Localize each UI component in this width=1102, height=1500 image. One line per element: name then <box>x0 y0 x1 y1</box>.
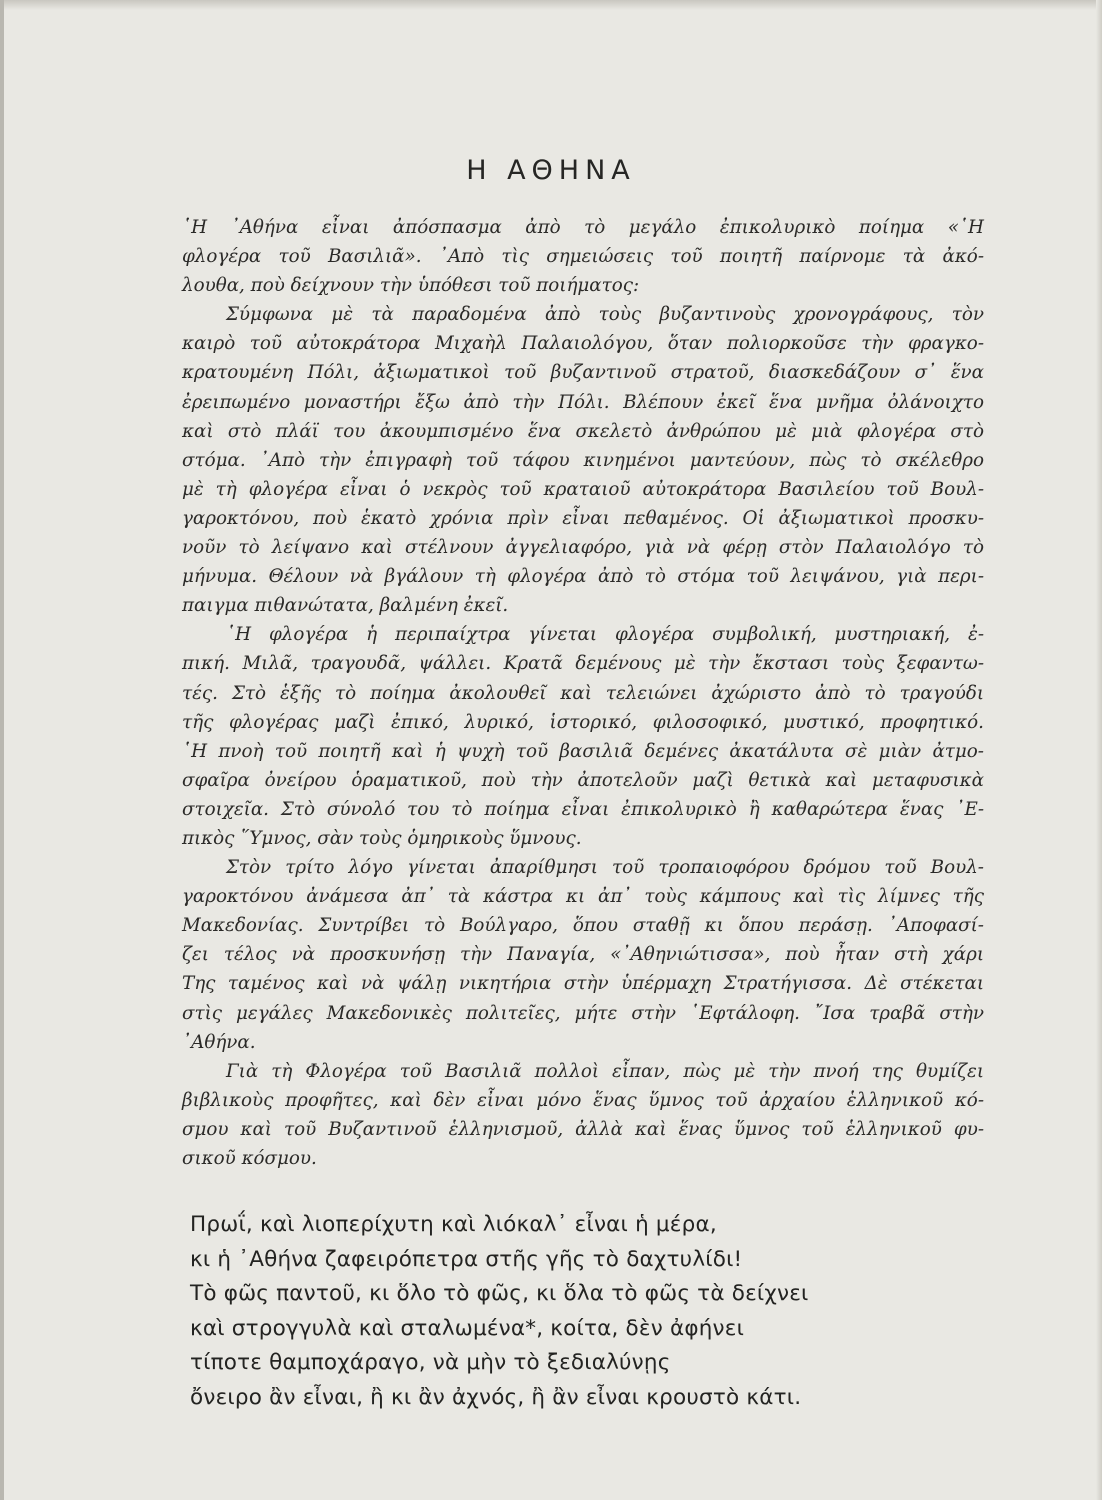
intro-line: ᾿Αθήνα. <box>182 1031 256 1053</box>
intro-line: γαροκτόνου, ποὺ ἑκατὸ χρόνια πρὶν εἶναι πεθαμένος. Οἱ ἀξιωματικοὶ προσκυ- <box>182 507 984 529</box>
intro-line: πική. Μιλᾶ, τραγουδᾶ, ψάλλει. Κρατᾶ δεμένους μὲ τὴν ἔκστασι τοὺς ξεφαντω- <box>182 653 984 675</box>
intro-line: Σύμφωνα μὲ τὰ παραδομένα ἀπὸ τοὺς βυζαντινοὺς χρονογράφους, τὸν <box>226 304 984 326</box>
intro-line: λουθα, ποὺ δείχνουν τὴν ὑπόθεσι τοῦ ποιήματος: <box>182 275 640 297</box>
intro-line: Μακεδονίας. Συντρίβει τὸ Βούλγαρο, ὅπου σταθῇ κι ὅπου περάσῃ. ᾿Αποφασί- <box>182 915 984 937</box>
intro-line: τές. Στὸ ἑξῆς τὸ ποίημα ἀκολουθεῖ καὶ τελειώνει ἀχώριστο ἀπὸ τὸ τραγούδι <box>182 682 984 704</box>
intro-line: σικοῦ κόσμου. <box>182 1148 317 1169</box>
intro-line: κρατουμένη Πόλι, ἀξιωματικοὶ τοῦ βυζαντινοῦ στρατοῦ, διασκεδάζουν σ᾿ ἕνα <box>182 362 984 384</box>
poem-verse: Τὸ φῶς παντοῦ, κι ὅλο τὸ φῶς, κι ὅλα τὸ φῶς τὰ δείχνει <box>190 1281 809 1307</box>
intro-line: ἐρειπωμένο μοναστήρι ἔξω ἀπὸ τὴν Πόλι. Βλέπουν ἐκεῖ ἕνα μνῆμα ὀλάνοιχτο <box>182 391 984 413</box>
intro-line: στόμα. ᾿Απὸ τὴν ἐπιγραφὴ τοῦ τάφου κινημένοι μαντεύουν, πὼς τὸ σκέλεθρο <box>182 449 984 471</box>
page-top-edge <box>0 0 1102 10</box>
page-title: Η ΑΘΗΝΑ <box>466 155 636 186</box>
intro-line: παιγμα πιθανώτατα, βαλμένη ἐκεῖ. <box>182 595 509 617</box>
intro-line: τῆς φλογέρας μαζὶ ἐπικό, λυρικό, ἱστορικό, φιλοσοφικό, μυστικό, προφητικό. <box>182 711 984 733</box>
intro-line: πικὸς ῞Υμνος, σὰν τοὺς ὁμηρικοὺς ὕμνους. <box>182 827 582 849</box>
poem-excerpt <box>190 1208 1010 1416</box>
intro-line: Στὸν τρίτο λόγο γίνεται ἀπαρίθμησι τοῦ τροπαιοφόρου δρόμου τοῦ Βουλ- <box>226 857 984 879</box>
intro-line: Της ταμένος καὶ νὰ ψάλῃ νικητήρια στὴν ὑπέρμαχη Στρατήγισσα. Δὲ στέκεται <box>182 973 984 995</box>
poem-verse: καὶ στρογγυλὰ καὶ σταλωμένα*, κοίτα, δὲν ἀφήνει <box>190 1315 745 1341</box>
intro-line: ζει τέλος νὰ προσκυνήσῃ τὴν Παναγία, «᾿Αθηνιώτισσα», ποὺ ἦταν στὴ χάρι <box>182 944 984 966</box>
introduction-text <box>182 213 984 1173</box>
poem-verse: τίποτε θαμποχάραγο, νὰ μὴν τὸ ξεδιαλύνῃς <box>190 1350 671 1376</box>
intro-line: στὶς μεγάλες Μακεδονικὲς πολιτεῖες, μήτε στὴν ῾Εφτάλοφη. ῎Ισα τραβᾶ στὴν <box>182 1002 984 1024</box>
intro-line: στοιχεῖα. Στὸ σύνολό του τὸ ποίημα εἶναι ἐπικολυρικὸ ἢ καθαρώτερα ἕνας ᾿Ε- <box>182 798 984 820</box>
intro-line: σμου καὶ τοῦ Βυζαντινοῦ ἑλληνισμοῦ, ἀλλὰ καὶ ἕνας ὕμνος τοῦ ἑλληνικοῦ φυ- <box>182 1118 984 1140</box>
intro-line: βιβλικοὺς προφῆτες, καὶ δὲν εἶναι μόνο ἕνας ὕμνος τοῦ ἀρχαίου ἑλληνικοῦ κό- <box>182 1089 984 1111</box>
intro-line: ῾Η πνοὴ τοῦ ποιητῆ καὶ ἡ ψυχὴ τοῦ βασιλιᾶ δεμένες ἀκατάλυτα σὲ μιὰν ἀτμο- <box>182 740 984 762</box>
intro-line: φλογέρα τοῦ Βασιλιᾶ». ᾿Απὸ τὶς σημειώσεις τοῦ ποιητῆ παίρνομε τὰ ἀκό- <box>182 246 984 268</box>
intro-line: νοῦν τὸ λείψανο καὶ στέλνουν ἀγγελιαφόρο, γιὰ νὰ φέρῃ στὸν Παλαιολόγο τὸ <box>182 537 984 559</box>
intro-line: καιρὸ τοῦ αὐτοκράτορα Μιχαὴλ Παλαιολόγου, ὅταν πολιορκοῦσε τὴν φραγκο- <box>182 333 984 355</box>
poem-verse: κι ἡ ᾿Αθήνα ζαφειρόπετρα στῆς γῆς τὸ δαχτυλίδι! <box>190 1246 743 1272</box>
intro-line: μήνυμα. Θέλουν νὰ βγάλουν τὴ φλογέρα ἀπὸ τὸ στόμα τοῦ λειψάνου, γιὰ περι- <box>182 566 984 588</box>
intro-line: Γιὰ τὴ Φλογέρα τοῦ Βασιλιᾶ πολλοὶ εἶπαν, πὼς μὲ τὴν πνοή της θυμίζει <box>226 1060 984 1082</box>
page-right-edge <box>1096 0 1102 1500</box>
intro-line: ῾Η ᾿Αθήνα εἶναι ἀπόσπασμα ἀπὸ τὸ μεγάλο ἐπικολυρικὸ ποίημα «῾Η <box>182 217 984 238</box>
poem-verse: ὄνειρο ἂν εἶναι, ἢ κι ἂν ἀχνός, ἢ ἂν εἶναι κρουστὸ κάτι. <box>190 1384 802 1410</box>
intro-line: σφαῖρα ὀνείρου ὁραματικοῦ, ποὺ τὴν ἀποτελοῦν μαζὶ θετικὰ καὶ μεταφυσικὰ <box>182 769 984 791</box>
poem-verse: Πρωΐ, καὶ λιοπερίχυτη καὶ λιόκαλ᾿ εἶναι ἡ μέρα, <box>190 1212 717 1237</box>
intro-line: ῾Η φλογέρα ἡ περιπαίχτρα γίνεται φλογέρα συμβολική, μυστηριακή, ἐ- <box>226 624 984 646</box>
intro-line: γαροκτόνου ἀνάμεσα ἀπ᾿ τὰ κάστρα κι ἀπ᾿ τοὺς κάμπους καὶ τὶς λίμνες τῆς <box>182 886 984 908</box>
intro-line: μὲ τὴ φλογέρα εἶναι ὁ νεκρὸς τοῦ κραταιοῦ αὐτοκράτορα Βασιλείου τοῦ Βουλ- <box>182 478 984 500</box>
page-left-edge <box>0 0 4 1500</box>
intro-line: καὶ στὸ πλάϊ του ἀκουμπισμένο ἕνα σκελετὸ ἀνθρώπου μὲ μιὰ φλογέρα στὸ <box>182 420 984 442</box>
